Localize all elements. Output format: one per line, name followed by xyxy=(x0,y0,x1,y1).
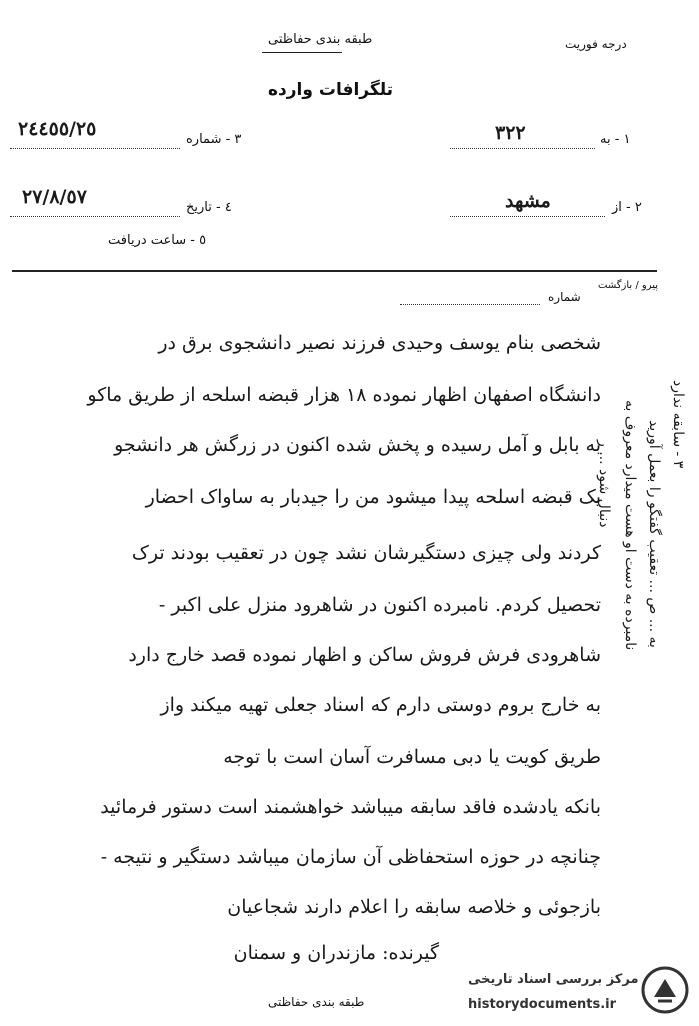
number-label: ٣ - شماره xyxy=(186,132,242,147)
date-dotline xyxy=(10,216,180,217)
watermark-text-en: historydocuments.ir xyxy=(468,997,617,1012)
body-line-1: شخصی بنام یوسف وحیدی فرزند نصیر دانشجوی برق در xyxy=(158,332,601,354)
body-line-5: کردند ولی چیزی دستگیرشان نشد چون در تعقیب بودند ترک xyxy=(131,542,601,564)
receive-time-label: ٥ - ساعت دریافت xyxy=(108,233,207,248)
body-line-4: یک قبضه اسلحه پیدا میشود من را جیدبار به ساواک احضار xyxy=(145,486,601,508)
body-line-10: بانکه یادشده فاقد سابقه میباشد خواهشمند است دستور فرمائید xyxy=(100,796,601,818)
reply-number-label: شماره xyxy=(548,290,581,304)
margin-note-1: ٣ - سابقه ندارد xyxy=(670,380,686,469)
date-label: ٤ - تاریخ xyxy=(186,200,232,215)
archive-logo-icon xyxy=(640,965,690,1015)
reply-dotline xyxy=(400,304,540,305)
margin-note-3: به ... ص ... تعقیب گفتگو را بعمل آورید xyxy=(646,420,662,648)
from-dotline xyxy=(450,216,605,217)
from-label: ٢ - از xyxy=(612,200,642,215)
classification-bottom: طبقه بندی حفاظتی xyxy=(268,995,365,1009)
reply-label: پیرو / بازگشت xyxy=(598,280,659,291)
header-divider xyxy=(12,270,657,272)
body-line-6: تحصیل کردم. نامبرده اکنون در شاهرود منزل علی اکبر - xyxy=(158,594,601,616)
to-label: ١ - به xyxy=(600,132,631,147)
body-line-9: طریق کویت یا دبی مسافرت آسان است با توجه xyxy=(223,746,601,768)
priority-label: درجه فوریت xyxy=(565,37,627,51)
form-title: تلگرافات وارده xyxy=(268,80,394,100)
to-dotline xyxy=(450,148,595,149)
to-value: ٣٢٢ xyxy=(495,122,526,144)
classification-underline xyxy=(262,52,342,53)
body-line-12: بازجوئی و خلاصه سابقه را اعلام دارند شجاعیان xyxy=(227,896,601,918)
recipient-line: گیرنده: مازندران و سمنان xyxy=(233,942,439,964)
margin-note-2: نامبرده به دست او هست میدارد معروف به xyxy=(622,400,638,651)
body-line-2: دانشگاه اصفهان اظهار نموده ١٨ هزار قبضه اسلحه از طریق ماکو xyxy=(87,384,601,406)
watermark-text-fa: مرکز بررسی اسناد تاریخی xyxy=(468,972,639,987)
body-line-8: به خارج بروم دوستی دارم که اسناد جعلی تهیه میکند واز xyxy=(160,694,601,716)
body-line-11: چنانچه در حوزه استحفاظی آن سازمان میباشد دستگیر و نتیجه - xyxy=(100,846,601,868)
number-value: ٢٤٤٥٥/٢٥ xyxy=(18,118,97,140)
body-line-3: به بابل و آمل رسیده و پخش شده اکنون در زرگش هر دانشجو xyxy=(114,434,601,456)
from-value: مشهد xyxy=(505,190,551,212)
number-dotline xyxy=(10,148,180,149)
classification-top: طبقه بندی حفاظتی xyxy=(268,32,373,47)
body-line-7: شاهرودی فرش فروش ساکن و اظهار نموده قصد خارج دارد xyxy=(128,644,601,666)
date-value: ٢٧/٨/٥٧ xyxy=(22,186,87,208)
margin-note-4: دنبال شود ... ر xyxy=(596,440,612,528)
